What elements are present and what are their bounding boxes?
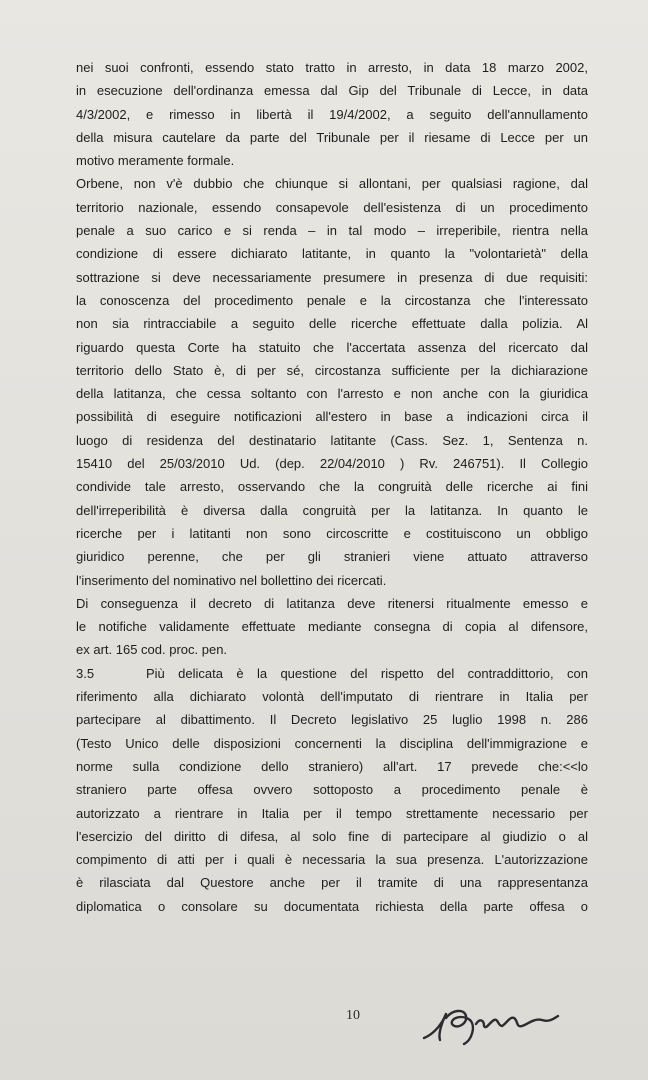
line-text: (Testo Unico delle disposizioni concernenti la disciplina dell'immigrazione e [76, 735, 588, 751]
text-line [76, 103, 588, 126]
text-line [76, 359, 588, 382]
text-line [76, 56, 588, 79]
text-line [76, 685, 588, 708]
text-line [76, 289, 588, 312]
line-text: norme sulla condizione dello straniero) all'art. 17 prevede che:<<lo [76, 758, 588, 774]
line-text: Più delicata è la questione del rispetto del contraddittorio, con [146, 665, 588, 681]
line-text: riferimento alla dichiarato volontà dell'imputato di rientrare in Italia per [76, 689, 588, 705]
text-line [76, 219, 588, 242]
text-line [76, 871, 588, 894]
line-text: non sia rintracciabile a seguito delle ricerche effettuate dalla polizia. Al [76, 316, 588, 332]
line-text: territorio nazionale, essendo consapevole dell'esistenza di un procedimento [76, 199, 588, 215]
line-text: le notifiche validamente effettuate mediante consegna di copia al difensore, [76, 619, 588, 635]
text-line [76, 452, 588, 475]
line-text: nei suoi confronti, essendo stato tratto in arresto, in data 18 marzo 2002, [76, 60, 588, 75]
line-text: della latitanza, che cessa soltanto con l'arresto e non anche con la giuridica [76, 386, 588, 402]
text-line [76, 569, 588, 592]
handwritten-signature [416, 994, 566, 1050]
text-line [76, 895, 588, 918]
text-line [76, 545, 588, 568]
line-text: l'inserimento del nominativo nel bollettino dei ricercati. [76, 572, 387, 588]
text-line [76, 242, 588, 265]
text-line [76, 172, 588, 195]
text-line [76, 778, 588, 801]
line-text: condivide tale arresto, osservando che la congruità delle ricerche ai fini [76, 479, 588, 495]
text-line [76, 662, 588, 685]
text-line [76, 429, 588, 452]
line-text: in esecuzione dell'ordinanza emessa dal Gip del Tribunale di Lecce, in data [76, 83, 588, 99]
text-line [76, 638, 588, 661]
text-line [76, 475, 588, 498]
line-text: Di conseguenza il decreto di latitanza deve ritenersi ritualmente emesso e [76, 595, 588, 611]
line-text: condizione di essere dichiarato latitante, in quanto la "volontarietà" della [76, 246, 588, 262]
line-text: la conoscenza del procedimento penale e la circostanza che l'interessato [76, 292, 588, 308]
line-text: ex art. 165 cod. proc. pen. [76, 642, 228, 658]
line-text: partecipare al dibattimento. Il Decreto legislativo 25 luglio 1998 n. 286 [76, 712, 588, 728]
line-text: motivo meramente formale. [76, 153, 235, 169]
text-line [76, 405, 588, 428]
line-text: compimento di atti per i quali è necessaria la sua presenza. L'autorizzazione [76, 852, 588, 868]
text-line [76, 266, 588, 289]
line-text: straniero parte offesa ovvero sottoposto a procedimento penale è [76, 782, 588, 798]
text-line [76, 149, 588, 172]
line-text: autorizzato a rientrare in Italia per il tempo strettamente necessario per [76, 805, 588, 821]
text-line [76, 755, 588, 778]
text-line [76, 802, 588, 825]
line-text: è rilasciata dal Questore anche per il tramite di una rappresentanza [76, 875, 588, 891]
line-text: possibilità di eseguire notificazioni all'estero in base a indicazioni circa il [76, 409, 588, 425]
section-number: 3.5 [76, 665, 95, 681]
line-text: luogo di residenza del destinatario latitante (Cass. Sez. 1, Sentenza n. [76, 432, 588, 448]
text-line [76, 732, 588, 755]
line-text: 15410 del 25/03/2010 Ud. (dep. 22/04/2010 ) Rv. 246751). Il Collegio [76, 456, 588, 472]
text-line [76, 312, 588, 335]
line-text: diplomatica o consolare su documentata richiesta della parte offesa o [76, 898, 588, 914]
line-text: territorio dello Stato è, di per sé, circostanza sufficiente per la dichiarazione [76, 362, 588, 378]
text-line [76, 615, 588, 638]
line-text: dell'irreperibilità è diversa dalla congruità per la latitanza. In quanto le [76, 502, 588, 518]
line-text: penale a suo carico e si renda – in tal modo – irreperibile, rientra nella [76, 223, 588, 239]
line-text: giuridico perenne, che per gli stranieri viene attuato attraverso [76, 549, 588, 565]
line-text: sottrazione si deve necessariamente presumere in presenza di due requisiti: [76, 269, 588, 285]
text-line [76, 126, 588, 149]
line-text: 4/3/2002, e rimesso in libertà il 19/4/2002, a seguito dell'annullamento [76, 106, 588, 122]
text-line [76, 522, 588, 545]
text-line [76, 79, 588, 102]
line-text: riguardo questa Corte ha statuito che l'accertata assenza del ricercato dal [76, 339, 588, 355]
text-line [76, 382, 588, 405]
body-text [76, 56, 588, 918]
line-text: ricerche per i latitanti non sono circoscritte e costituiscono un obbligo [76, 525, 588, 541]
text-line [76, 336, 588, 359]
text-line [76, 825, 588, 848]
text-line [76, 592, 588, 615]
line-text: l'esercizio del diritto di difesa, al solo fine di partecipare al giudizio o al [76, 828, 588, 844]
line-text: Orbene, non v'è dubbio che chiunque si allontani, per qualsiasi ragione, dal [76, 176, 588, 192]
text-line [76, 499, 588, 522]
page-number: 10 [346, 1008, 360, 1023]
text-line [76, 196, 588, 219]
line-text: della misura cautelare da parte del Tribunale per il riesame di Lecce per un [76, 129, 588, 145]
text-line [76, 848, 588, 871]
text-line [76, 708, 588, 731]
